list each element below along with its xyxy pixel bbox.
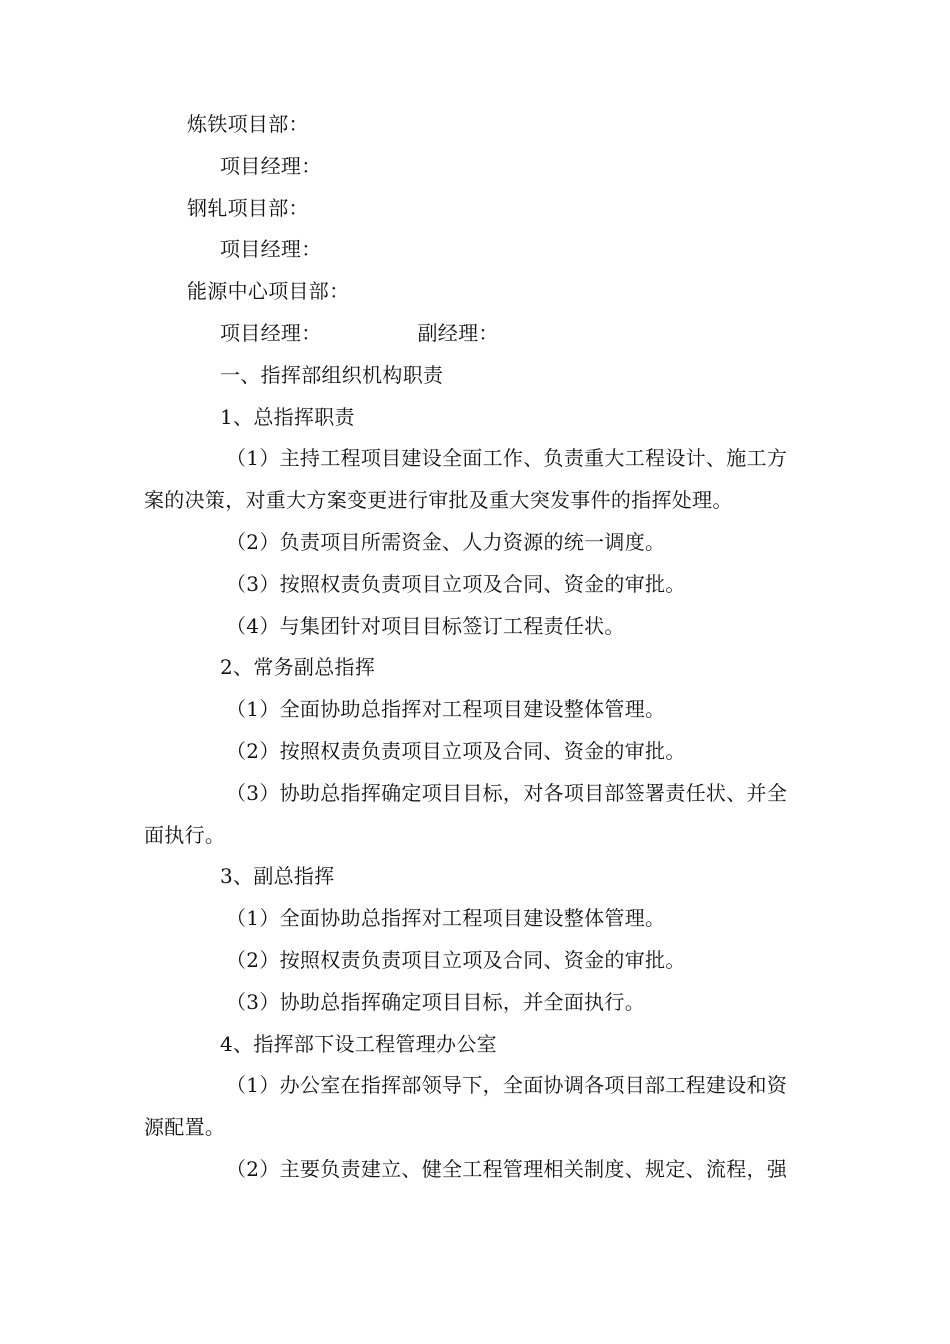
paragraph-line: （1）办公室在指挥部领导下，全面协调各项目部工程建设和资 [226,1073,788,1098]
paragraph-line: （2）按照权责负责项目立项及合同、资金的审批。 [226,947,686,972]
paragraph-line: 案的决策，对重大方案变更进行审批及重大突发事件的指挥处理。 [144,488,733,513]
subsection-heading: 4、指挥部下设工程管理办公室 [220,1031,497,1056]
paragraph-line: （4）与集团针对项目目标签订工程责任状。 [226,613,625,638]
energy-center-managers [144,313,812,355]
dept-energy-center: 能源中心项目部： [187,279,350,304]
paragraph-line: （2）负责项目所需资金、人力资源的统一调度。 [226,529,666,554]
dept-steel-rolling: 钢轧项目部： [187,195,309,220]
ironmaking-manager: 项目经理： [220,153,322,178]
energy-center-manager: 项目经理： [220,320,322,345]
paragraph-line: 源配置。 [144,1115,226,1140]
paragraph-line: （3）协助总指挥确定项目目标，对各项目部签署责任状、并全 [226,780,788,805]
paragraph-line: （2）主要负责建立、健全工程管理相关制度、规定、流程，强 [226,1156,788,1181]
paragraph-line: （1）全面协助总指挥对工程项目建设整体管理。 [226,906,666,931]
section-heading: 一、指挥部组织机构职责 [220,362,444,387]
paragraph-line: （3）按照权责负责项目立项及合同、资金的审批。 [226,571,686,596]
steel-rolling-manager: 项目经理： [220,237,322,262]
document-body [144,104,812,1191]
paragraph-line: （1）主持工程项目建设全面工作、负责重大工程设计、施工方 [226,446,788,471]
subsection-heading: 3、副总指挥 [220,864,335,889]
subsection-heading: 2、常务副总指挥 [220,655,376,680]
paragraph-line: （3）协助总指挥确定项目目标，并全面执行。 [226,989,646,1014]
paragraph-line: （1）全面协助总指挥对工程项目建设整体管理。 [226,697,666,722]
paragraph-line: 面执行。 [144,822,226,847]
paragraph-line: （2）按照权责负责项目立项及合同、资金的审批。 [226,738,686,763]
subsection-heading: 1、总指挥职责 [220,404,355,429]
dept-ironmaking: 炼铁项目部： [187,112,309,136]
energy-center-deputy-manager: 副经理： [417,320,499,345]
